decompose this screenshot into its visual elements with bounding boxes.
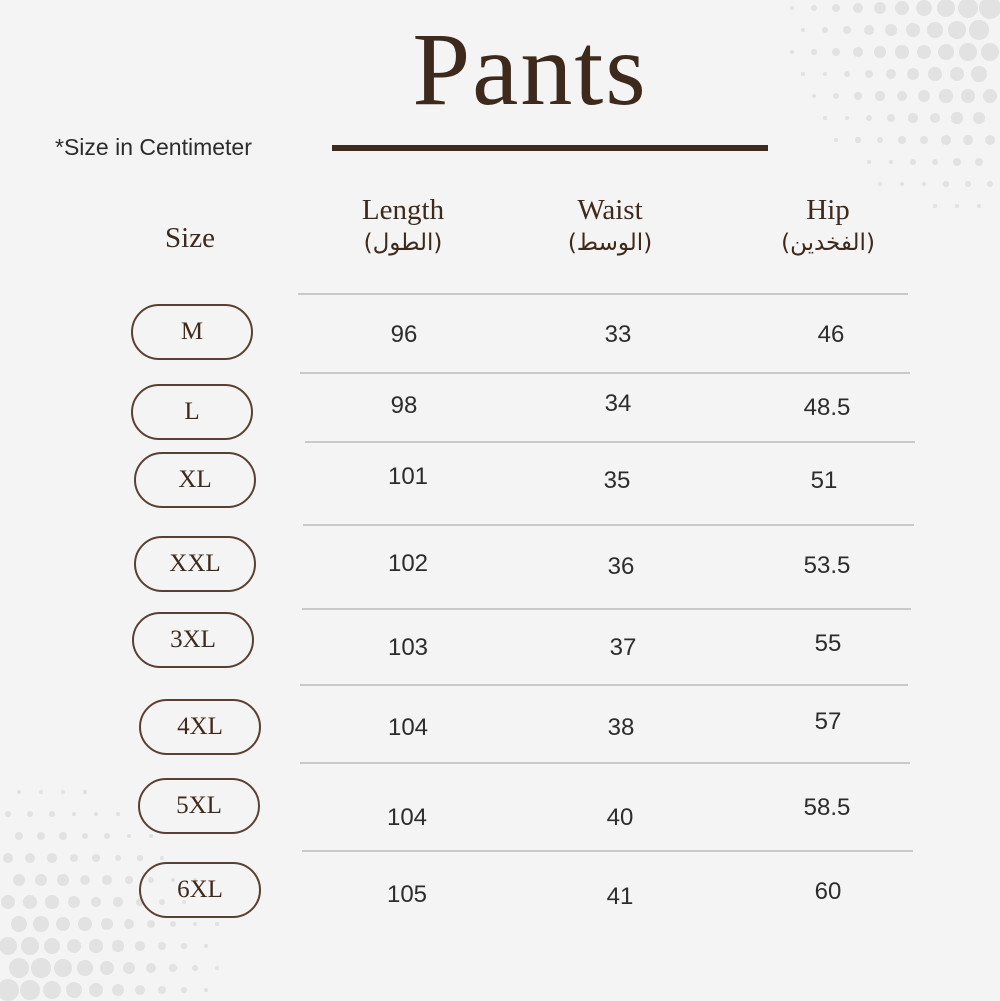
halftone-dot [958,0,978,18]
halftone-dot [127,834,132,839]
halftone-dot [124,919,134,929]
halftone-dot [181,943,187,949]
halftone-dot [21,937,39,955]
halftone-dot [916,0,932,16]
halftone-dot [955,204,959,208]
halftone-dot [811,5,817,11]
hip-value: 51 [810,467,838,494]
halftone-dot [933,204,936,207]
halftone-dot [57,874,68,885]
halftone-dot [115,855,121,861]
length-value: 96 [390,321,418,348]
halftone-dot [3,853,13,863]
units-note: *Size in Centimeter [55,134,252,160]
halftone-dot [100,961,114,975]
halftone-dot [70,854,79,863]
halftone-dot [193,922,198,927]
halftone-dot [15,832,23,840]
halftone-dot [113,897,122,906]
halftone-dot [25,853,35,863]
row-divider [300,372,910,374]
halftone-dot [11,916,27,932]
header-waist-label: Waist [577,194,643,226]
halftone-dot [5,811,11,817]
halftone-dot [975,158,983,166]
title-underline [332,145,768,151]
halftone-dot [215,922,218,925]
halftone-dot [92,854,100,862]
halftone-dot [77,960,93,976]
size-badge-3xl: 3XL [132,612,254,668]
halftone-dot [158,942,165,949]
waist-value: 35 [603,467,631,494]
halftone-dot [72,812,77,817]
halftone-dot [147,920,156,929]
halftone-dot [146,963,156,973]
halftone-dot [169,964,177,972]
row-divider [302,850,913,852]
halftone-dot [83,790,86,793]
halftone-dot [192,965,198,971]
halftone-dot [1,895,15,909]
header-hip-arabic: (الفخدين) [781,230,875,256]
halftone-dot [61,790,65,794]
row-divider [300,684,908,686]
length-value: 105 [386,881,428,908]
halftone-dot [47,853,56,862]
halftone-dot [39,790,43,794]
hip-value: 46 [817,321,845,348]
halftone-dot [867,160,871,164]
halftone-dot [889,160,894,165]
halftone-dot [91,897,102,908]
halftone-dot [158,986,166,994]
hip-value: 53.5 [803,552,851,579]
halftone-dot [43,981,61,999]
header-waist [540,192,680,258]
halftone-dot [979,0,1000,19]
length-value: 104 [387,714,429,741]
halftone-dot [49,811,55,817]
halftone-dot [45,895,58,908]
halftone-dot [13,874,25,886]
halftone-dot [160,856,164,860]
halftone-dot [135,985,145,995]
halftone-dot [965,181,971,187]
row-divider [303,524,914,526]
header-waist-arabic: (الوسط) [567,230,653,256]
halftone-dot [44,938,60,954]
halftone-dot [80,875,90,885]
halftone-dot [56,917,71,932]
halftone-dot [920,136,929,145]
hip-value: 60 [814,878,842,905]
halftone-dot [82,833,89,840]
halftone-dot [17,790,21,794]
length-value: 102 [387,550,429,577]
length-value: 98 [390,392,418,419]
halftone-dot [123,962,135,974]
size-badge-6xl: 6XL [139,862,261,918]
waist-value: 41 [606,883,634,910]
halftone-dot [20,980,40,1000]
halftone-dot [27,811,33,817]
halftone-dot [910,159,916,165]
halftone-dot [54,959,72,977]
size-badge-xxl: XXL [134,536,256,592]
halftone-dot [33,916,49,932]
halftone-dot [112,984,124,996]
waist-value: 37 [609,634,637,661]
waist-value: 33 [604,321,632,348]
hip-value: 57 [814,708,842,735]
halftone-dot [877,137,883,143]
halftone-dot [204,944,208,948]
halftone-dot [170,921,177,928]
header-length-label: Length [361,194,445,226]
waist-value: 40 [606,804,634,831]
halftone-dot [987,181,993,187]
size-badge-m: M [131,304,253,360]
halftone-dot [102,875,111,884]
halftone-dot [790,6,794,10]
halftone-dot [31,958,50,977]
halftone-dot [9,958,29,978]
hip-value: 55 [814,630,842,657]
header-length [333,192,473,258]
halftone-dot [23,895,37,909]
halftone-dot [204,988,208,992]
halftone-dot [878,182,881,185]
halftone-dot [101,918,113,930]
halftone-dot [149,834,153,838]
row-divider [298,293,908,295]
length-value: 101 [387,463,429,490]
halftone-dot [985,135,995,145]
halftone-dot [874,2,886,14]
halftone-dot [834,138,838,142]
halftone-dot [137,855,142,860]
halftone-dot [37,832,45,840]
halftone-dot [941,135,950,144]
halftone-dot [59,832,66,839]
waist-value: 38 [607,714,635,741]
halftone-dot [832,4,840,12]
header-hip [758,192,898,258]
size-badge-l: L [131,384,253,440]
halftone-dot [125,876,133,884]
halftone-dot [963,135,973,145]
halftone-dot [977,204,981,208]
row-divider [300,762,910,764]
waist-value: 34 [604,390,632,417]
halftone-dot [112,940,123,951]
length-value: 103 [387,634,429,661]
halftone-dot [943,181,949,187]
halftone-dot [135,941,144,950]
halftone-dot [68,896,80,908]
header-length-arabic: (الطول) [363,230,443,256]
halftone-dot [215,966,219,970]
halftone-dot [922,182,927,187]
halftone-dot [0,937,17,955]
halftone-dot [898,136,906,144]
header-hip-label: Hip [806,194,850,226]
halftone-dot [116,812,119,815]
halftone-dot [78,917,92,931]
halftone-dot [953,158,960,165]
halftone-dot [0,979,19,1001]
halftone-dot [855,137,860,142]
size-badge-4xl: 4XL [139,699,261,755]
halftone-dot [853,3,863,13]
halftone-dot [900,182,904,186]
halftone-dot [94,812,98,816]
halftone-dot [35,874,47,886]
hip-value: 58.5 [803,794,851,821]
halftone-dot [89,939,102,952]
row-divider [305,441,915,443]
halftone-dot [932,159,939,166]
waist-value: 36 [607,553,635,580]
halftone-dot [181,987,187,993]
row-divider [302,608,911,610]
size-badge-5xl: 5XL [138,778,260,834]
size-badge-xl: XL [134,452,256,508]
halftone-dot [104,833,110,839]
hip-value: 48.5 [803,394,851,421]
halftone-dot [67,939,82,954]
halftone-dot [895,1,909,15]
halftone-dot [937,0,955,17]
length-value: 104 [386,804,428,831]
page-title: Pants [412,12,648,127]
header-size: Size [165,222,215,254]
halftone-dot [89,983,103,997]
halftone-dot [66,982,82,998]
